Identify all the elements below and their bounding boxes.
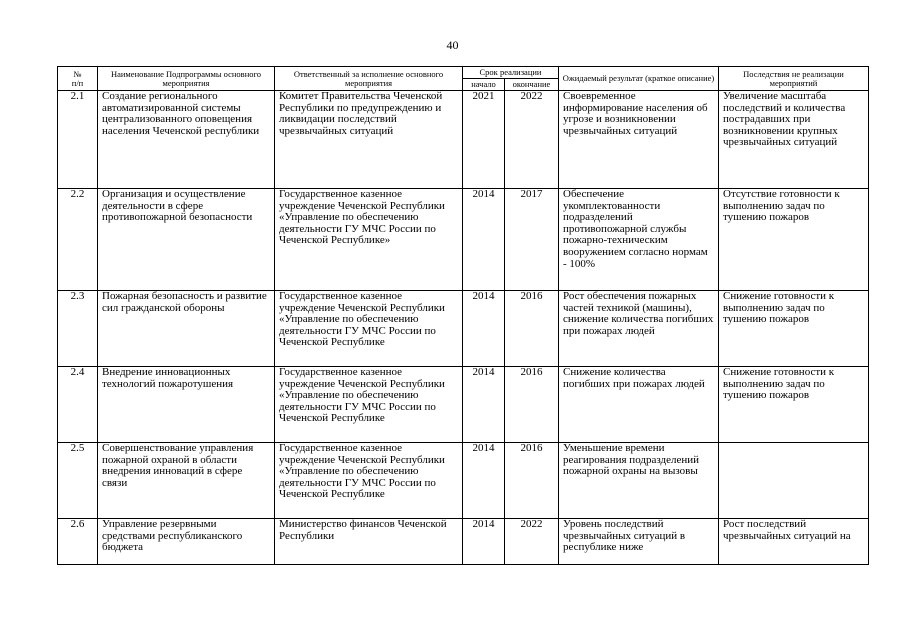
row-start: 2014 [463, 367, 505, 443]
row-consequences: Снижение готовности к выполнению задач по тушению пожаров [719, 367, 869, 443]
row-responsible: Министерство финансов Чеченской Республики [275, 519, 463, 565]
header-period: Срок реализации [463, 67, 559, 79]
table-row [58, 443, 869, 519]
row-consequences: Увеличение масштаба последствий и количества пострадавших при возникновении крупных чрезвычайных ситуаций [719, 91, 869, 189]
table-row [58, 367, 869, 443]
row-responsible: Государственное казенное учреждение Чеченской Республики «Управление по обеспечению деятельности ГУ МЧС России по Чеченской Республике» [275, 189, 463, 291]
row-name: Создание регионального автоматизированной системы централизованного оповещения населения Чеченской республики [98, 91, 275, 189]
row-name: Пожарная безопасность и развитие сил гражданской обороны [98, 291, 275, 367]
row-expected: Обеспечение укомплектованности подразделений противопожарной службы пожарно-техническим вооружением согласно нормам - 100% [559, 189, 719, 291]
row-responsible: Государственное казенное учреждение Чеченской Республики «Управление по обеспечению деятельности ГУ МЧС России по Чеченской Республике [275, 291, 463, 367]
row-end: 2016 [505, 291, 559, 367]
table-row [58, 189, 869, 291]
header-end: окончание [505, 79, 559, 91]
row-responsible: Государственное казенное учреждение Чеченской Республики «Управление по обеспечению деятельности ГУ МЧС России по Чеченской Республике [275, 443, 463, 519]
row-end: 2022 [505, 519, 559, 565]
row-end: 2016 [505, 367, 559, 443]
row-num: 2.1 [58, 91, 98, 189]
row-consequences: Рост последствий чрезвычайных ситуаций на [719, 519, 869, 565]
row-start: 2014 [463, 443, 505, 519]
measures-table [57, 66, 869, 565]
row-expected: Снижение количества погибших при пожарах людей [559, 367, 719, 443]
row-start: 2014 [463, 291, 505, 367]
row-name: Организация и осуществление деятельности в сфере противопожарной безопасности [98, 189, 275, 291]
row-responsible: Государственное казенное учреждение Чеченской Республики «Управление по обеспечению деятельности ГУ МЧС России по Чеченской Республике [275, 367, 463, 443]
table-row [58, 519, 869, 565]
table-row [58, 291, 869, 367]
row-end: 2016 [505, 443, 559, 519]
row-expected: Уменьшение времени реагирования подразделений пожарной охраны на вызовы [559, 443, 719, 519]
row-start: 2014 [463, 519, 505, 565]
row-name: Управление резервными средствами республиканского бюджета [98, 519, 275, 565]
row-end: 2022 [505, 91, 559, 189]
row-start: 2014 [463, 189, 505, 291]
row-num: 2.5 [58, 443, 98, 519]
page-number: 40 [446, 38, 459, 52]
row-expected: Уровень последствий чрезвычайных ситуаций в республике ниже [559, 519, 719, 565]
row-num: 2.3 [58, 291, 98, 367]
header-consequences: Последствия не реализации мероприятий [719, 67, 869, 91]
header-responsible: Ответственный за исполнение основного мероприятия [275, 67, 463, 91]
row-name: Внедрение инновационных технологий пожаротушения [98, 367, 275, 443]
header-start: начало [463, 79, 505, 91]
table-row [58, 91, 869, 189]
row-responsible: Комитет Правительства Чеченской Республики по предупреждению и ликвидации последствий чрезвычайных ситуаций [275, 91, 463, 189]
row-expected: Рост обеспечения пожарных частей техникой (машины), снижение количества погибших при пожарах людей [559, 291, 719, 367]
row-start: 2021 [463, 91, 505, 189]
row-name: Совершенствование управления пожарной охраной в области внедрения инноваций в сфере связи [98, 443, 275, 519]
row-num: 2.2 [58, 189, 98, 291]
header-expected: Ожидаемый результат (краткое описание) [559, 67, 719, 91]
row-num: 2.4 [58, 367, 98, 443]
row-consequences: Снижение готовности к выполнению задач по тушению пожаров [719, 291, 869, 367]
row-consequences [719, 443, 869, 519]
row-expected: Своевременное информирование населения об угрозе и возникновении чрезвычайных ситуаций [559, 91, 719, 189]
row-end: 2017 [505, 189, 559, 291]
row-consequences: Отсутствие готовности к выполнению задач по тушению пожаров [719, 189, 869, 291]
header-num: № п/п [58, 67, 98, 91]
row-num: 2.6 [58, 519, 98, 565]
header-name: Наименование Подпрограммы основного мероприятия [98, 67, 275, 91]
